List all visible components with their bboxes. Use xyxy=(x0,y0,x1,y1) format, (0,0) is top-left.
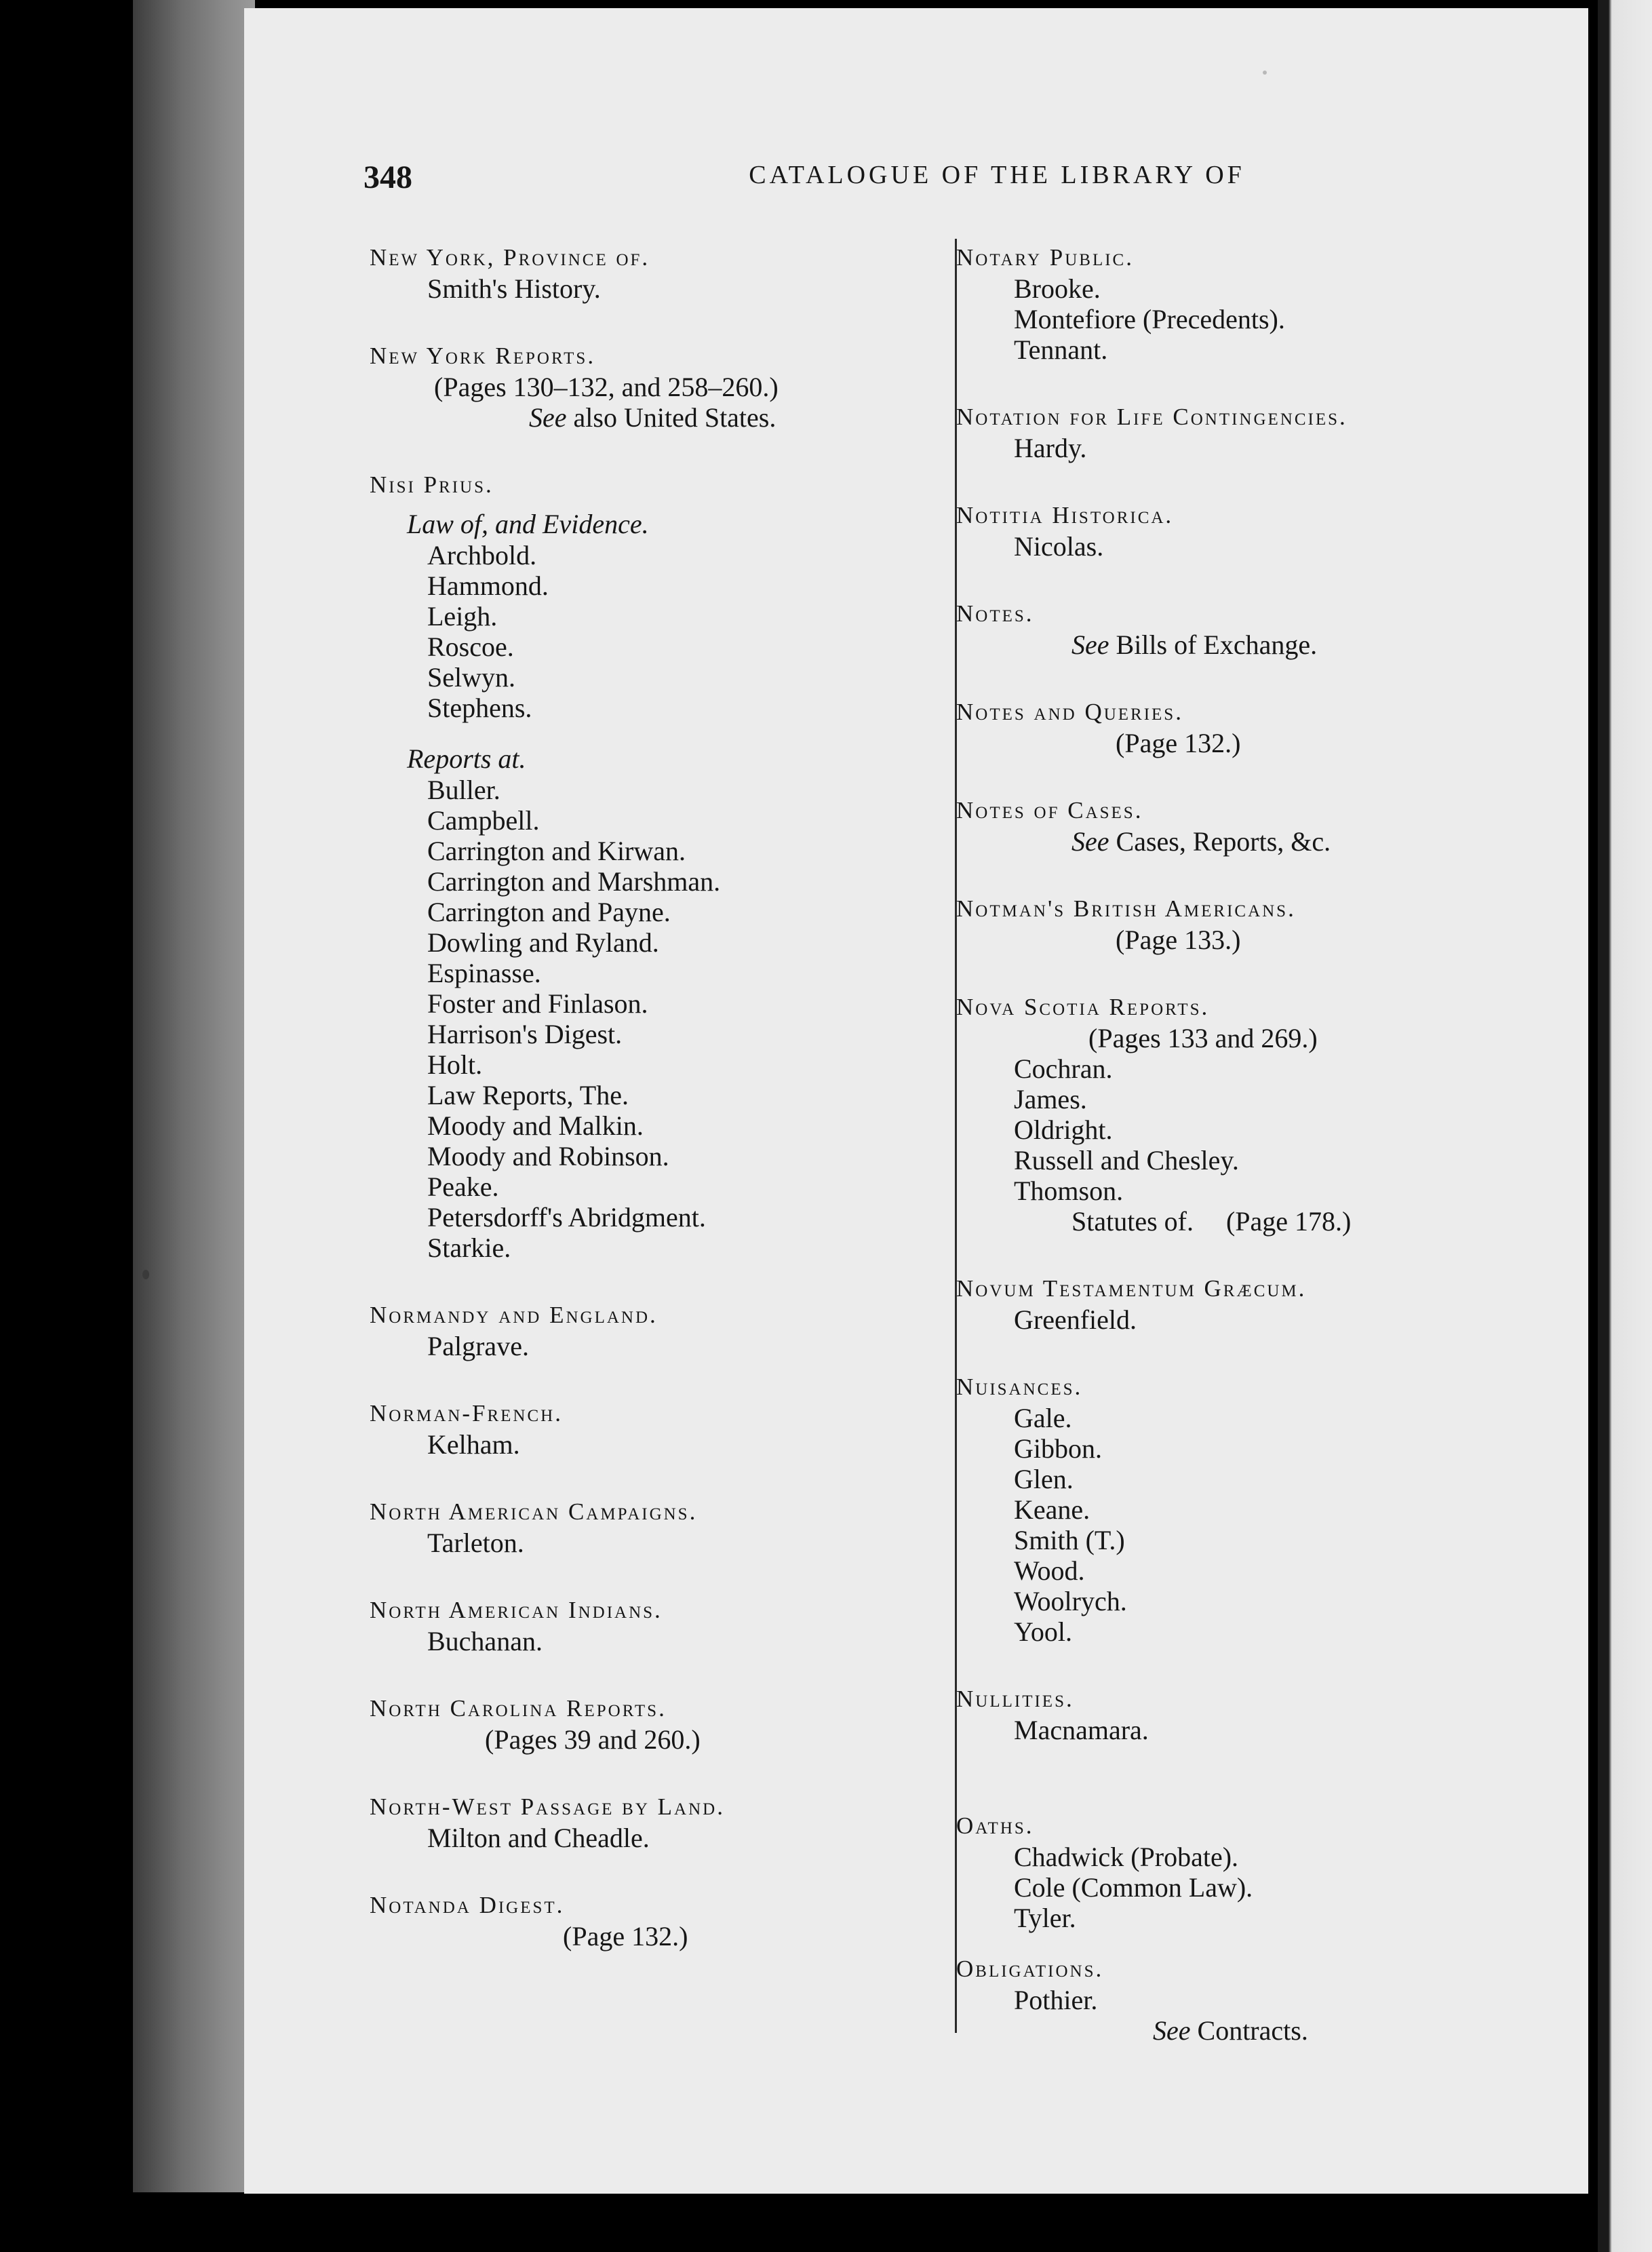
entry-item: Tarleton. xyxy=(427,1528,524,1558)
catalogue-entry xyxy=(370,242,932,304)
catalogue-entry xyxy=(370,341,932,433)
entry-heading: North American Campaigns. xyxy=(370,1498,698,1525)
page-reference: (Pages 133 and 269.) xyxy=(1088,1023,1318,1053)
statutes-label: Statutes of. xyxy=(1071,1206,1194,1237)
entry-item: Espinasse. xyxy=(427,958,541,988)
entry-item: Peake. xyxy=(427,1171,499,1202)
right-column xyxy=(956,242,1580,2046)
entry-item: Holt. xyxy=(427,1049,483,1080)
entry-item: Leigh. xyxy=(427,601,498,632)
catalogue-entry xyxy=(956,598,1580,660)
entry-item: Harrison's Digest. xyxy=(427,1019,623,1049)
catalogue-entry xyxy=(956,697,1580,758)
catalogue-entry xyxy=(956,1684,1580,1745)
catalogue-entry xyxy=(956,500,1580,562)
cross-reference xyxy=(956,2015,1580,2046)
entry-heading: Notanda Digest. xyxy=(370,1892,565,1918)
catalogue-entry xyxy=(956,893,1580,955)
catalogue-entry xyxy=(370,1595,932,1656)
entry-item: Thomson. xyxy=(1014,1176,1124,1206)
see-target: Bills of Exchange. xyxy=(1109,629,1318,660)
entry-item: Law Reports, The. xyxy=(427,1080,629,1110)
entry-heading: Notary Public. xyxy=(956,244,1134,271)
left-column xyxy=(370,242,932,1952)
entry-item: Chadwick (Probate). xyxy=(1014,1842,1239,1872)
entry-item: Carrington and Kirwan. xyxy=(427,836,686,866)
page-reference: (Page 132.) xyxy=(563,1921,688,1952)
entry-item: Woolrych. xyxy=(1014,1586,1127,1616)
entry-heading: North Carolina Reports. xyxy=(370,1695,667,1722)
entry-heading: New York Reports. xyxy=(370,343,596,369)
catalogue-entry xyxy=(370,469,932,1263)
see-label: See xyxy=(529,402,567,433)
catalogue-page xyxy=(244,8,1588,2194)
entry-item: Starkie. xyxy=(427,1232,511,1263)
see-label: See xyxy=(1071,629,1109,660)
entry-item: Smith (T.) xyxy=(1014,1525,1125,1555)
catalogue-entry xyxy=(956,1372,1580,1647)
entry-item: Kelham. xyxy=(427,1429,520,1460)
entry-heading: Notes and Queries. xyxy=(956,699,1183,725)
entry-item: Carrington and Payne. xyxy=(427,897,671,927)
catalogue-entry xyxy=(956,1954,1580,2046)
cross-reference xyxy=(956,629,1580,660)
entry-heading: Notitia Historica. xyxy=(956,502,1174,528)
entry-heading: Notes. xyxy=(956,600,1034,627)
entry-heading: Nuisances. xyxy=(956,1374,1083,1400)
see-target: Contracts. xyxy=(1190,2015,1308,2046)
page-reference: (Pages 39 and 260.) xyxy=(485,1724,701,1755)
entry-heading: Norman-French. xyxy=(370,1400,563,1426)
entry-item: Milton and Cheadle. xyxy=(427,1823,650,1853)
entry-subheading: Reports at. xyxy=(407,743,526,774)
entry-item: Yool. xyxy=(1014,1616,1072,1647)
catalogue-entry xyxy=(956,402,1580,463)
entry-item: Foster and Finlason. xyxy=(427,988,648,1019)
page-number: 348 xyxy=(363,159,412,195)
entry-heading: Novum Testamentum Græcum. xyxy=(956,1275,1307,1302)
catalogue-entry xyxy=(956,242,1580,365)
entry-item: Pothier. xyxy=(1014,1985,1098,2015)
catalogue-entry xyxy=(370,1693,932,1755)
book-page-edge xyxy=(133,0,255,2192)
entry-item: Roscoe. xyxy=(427,632,514,662)
entry-item: Macnamara. xyxy=(1014,1715,1149,1745)
entry-item: Selwyn. xyxy=(427,662,515,693)
entry-item: Oldright. xyxy=(1014,1114,1113,1145)
entry-item: Tennant. xyxy=(1014,334,1108,365)
page-reference: (Page 178.) xyxy=(1225,1206,1352,1237)
catalogue-entry xyxy=(956,992,1580,1237)
catalogue-entry xyxy=(370,1398,932,1460)
entry-heading: Normandy and England. xyxy=(370,1302,658,1328)
entry-item: Cochran. xyxy=(1014,1053,1113,1084)
paper-speck xyxy=(1263,71,1267,75)
entry-item: Wood. xyxy=(1014,1555,1085,1586)
entry-item: Hammond. xyxy=(427,570,549,601)
entry-item: Gibbon. xyxy=(1014,1433,1102,1464)
see-target: Cases, Reports, &c. xyxy=(1109,826,1331,857)
entry-item: Buchanan. xyxy=(427,1626,543,1656)
entry-heading: Nisi Prius. xyxy=(370,471,494,498)
entry-item: Archbold. xyxy=(427,540,537,570)
entry-item: Cole (Common Law). xyxy=(1014,1872,1253,1903)
entry-item: Moody and Malkin. xyxy=(427,1110,644,1141)
entry-item: Palgrave. xyxy=(427,1331,529,1361)
entry-heading: New York, Province of. xyxy=(370,244,650,271)
catalogue-entry xyxy=(370,1791,932,1853)
entry-subheading: Law of, and Evidence. xyxy=(407,509,649,539)
entry-heading: Notation for Life Contingencies. xyxy=(956,404,1348,430)
entry-item: Tyler. xyxy=(1014,1903,1076,1933)
entry-heading: Nullities. xyxy=(956,1686,1074,1712)
page-reference: (Page 132.) xyxy=(1116,728,1241,758)
entry-item: Keane. xyxy=(1014,1494,1090,1525)
entry-item: Greenfield. xyxy=(1014,1304,1137,1335)
entry-item: Petersdorff's Abridgment. xyxy=(427,1202,706,1232)
catalogue-entry xyxy=(370,1300,932,1361)
entry-heading: North American Indians. xyxy=(370,1597,663,1623)
entry-heading: Nova Scotia Reports. xyxy=(956,994,1210,1020)
catalogue-entry xyxy=(956,1273,1580,1335)
facing-page-edge xyxy=(1598,0,1652,2252)
catalogue-entry xyxy=(956,795,1580,857)
running-title: CATALOGUE OF THE LIBRARY OF xyxy=(749,161,1245,189)
entry-item: Dowling and Ryland. xyxy=(427,927,659,958)
see-label: See xyxy=(1071,826,1109,857)
entry-item: Montefiore (Precedents). xyxy=(1014,304,1285,334)
entry-item: Stephens. xyxy=(427,693,532,723)
entry-heading: Oaths. xyxy=(956,1812,1034,1839)
cross-reference xyxy=(370,402,932,433)
entry-item: Campbell. xyxy=(427,805,540,836)
entry-item: Moody and Robinson. xyxy=(427,1141,669,1171)
entry-heading: Obligations. xyxy=(956,1956,1104,1982)
page-reference: (Page 133.) xyxy=(1116,925,1241,955)
entry-item: Brooke. xyxy=(1014,273,1101,304)
entry-item: Hardy. xyxy=(1014,433,1087,463)
entry-heading: Notes of Cases. xyxy=(956,797,1143,823)
paper-speck xyxy=(142,1270,149,1279)
entry-item: Russell and Chesley. xyxy=(1014,1145,1239,1176)
catalogue-entry xyxy=(956,1810,1580,1933)
entry-item: James. xyxy=(1014,1084,1087,1114)
see-target: also United States. xyxy=(566,402,776,433)
entry-item: Gale. xyxy=(1014,1403,1072,1433)
entry-item: Glen. xyxy=(1014,1464,1074,1494)
entry-item: Nicolas. xyxy=(1014,531,1104,562)
entry-item: Smith's History. xyxy=(427,273,601,304)
statutes-line xyxy=(956,1206,1580,1237)
entry-heading: Notman's British Americans. xyxy=(956,895,1296,922)
cross-reference xyxy=(956,826,1580,857)
entry-heading: North-West Passage by Land. xyxy=(370,1793,725,1820)
catalogue-entry xyxy=(370,1496,932,1558)
entry-item: Carrington and Marshman. xyxy=(427,866,721,897)
entry-item: Buller. xyxy=(427,775,500,805)
see-label: See xyxy=(1153,2015,1191,2046)
page-reference: (Pages 130–132, and 258–260.) xyxy=(434,372,779,402)
catalogue-entry xyxy=(370,1890,932,1952)
